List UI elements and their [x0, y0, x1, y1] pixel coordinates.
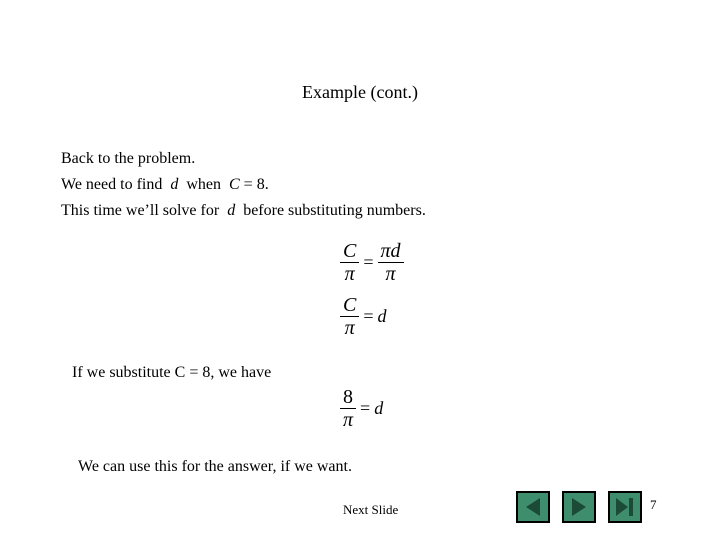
text-line-2 — [61, 176, 269, 194]
eq1-right-fraction — [378, 240, 404, 285]
eq1-left-den: π — [344, 263, 355, 285]
eq3-equals: = — [360, 398, 371, 418]
previous-slide-button[interactable] — [516, 491, 550, 523]
text-before-subst: before substituting numbers. — [243, 202, 426, 219]
eq1-right-den: π — [385, 263, 396, 285]
text-find: We need to find — [61, 176, 163, 193]
eq2-equals: = — [363, 306, 374, 326]
eq3-fraction — [340, 386, 356, 431]
slide-title: Example (cont.) — [302, 82, 418, 102]
text-eq8: = 8. — [243, 176, 269, 193]
previous-slide-icon — [518, 493, 548, 521]
eq3-num: 8 — [340, 386, 356, 409]
equation-1 — [340, 240, 404, 285]
var-d: d — [170, 176, 179, 193]
next-slide-link[interactable]: Next Slide — [343, 502, 399, 517]
eq1-right-num: πd — [378, 240, 404, 263]
last-slide-button[interactable] — [608, 491, 642, 523]
answer-text: We can use this for the answer, if we want. — [78, 458, 352, 475]
eq1-left-num: C — [340, 240, 359, 263]
var-d-2: d — [227, 202, 236, 219]
text-line-3 — [61, 202, 426, 220]
next-slide-icon — [564, 493, 594, 521]
eq3-den: π — [343, 409, 354, 431]
eq2-den: π — [344, 317, 355, 339]
eq1-left-fraction — [340, 240, 359, 285]
page-number: 7 — [650, 497, 657, 512]
substitute-text: If we substitute C = 8, we have — [72, 364, 272, 381]
text-when: when — [186, 176, 221, 193]
var-c: C — [229, 176, 240, 193]
eq2-num: C — [340, 294, 359, 317]
eq2-fraction — [340, 294, 359, 339]
last-slide-icon — [610, 493, 640, 521]
eq2-rhs: d — [377, 306, 387, 326]
text-line-1: Back to the problem. — [61, 150, 196, 167]
equation-3 — [340, 386, 383, 431]
equation-2 — [340, 294, 387, 339]
text-solve-for: This time we’ll solve for — [61, 202, 220, 219]
next-slide-button[interactable] — [562, 491, 596, 523]
eq3-rhs: d — [374, 398, 384, 418]
eq1-equals: = — [363, 252, 374, 272]
